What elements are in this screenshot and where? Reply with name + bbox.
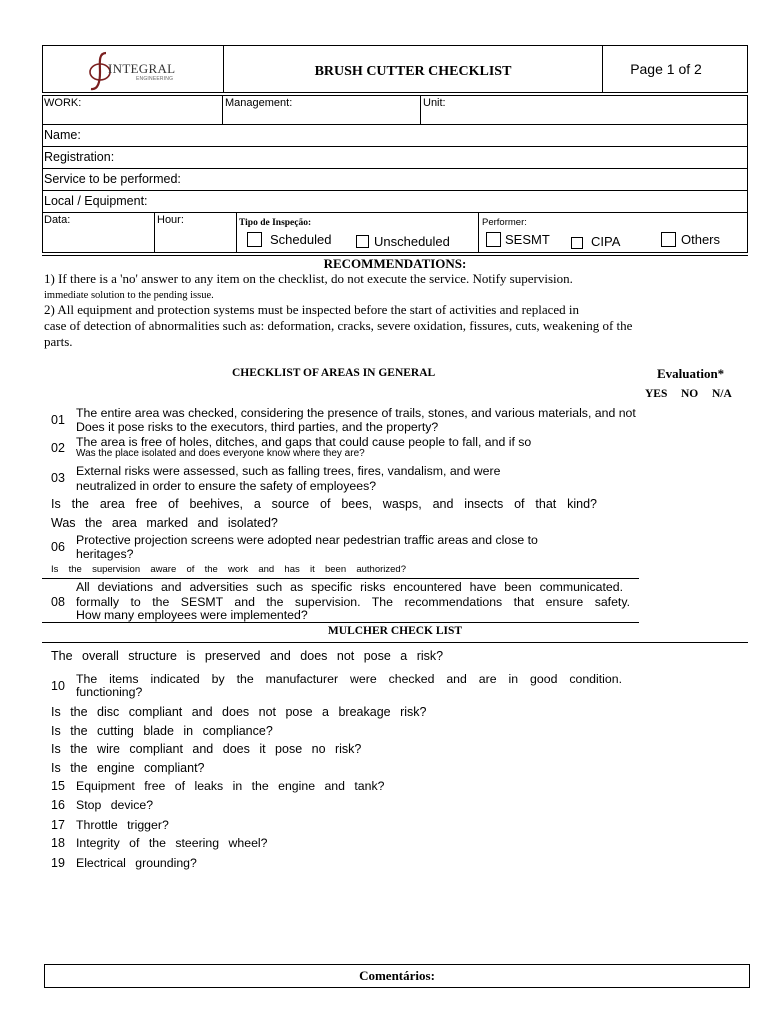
recommendation-2-end: parts.	[44, 334, 73, 349]
form-col-line	[154, 212, 155, 252]
mulcher-item-19: Electrical grounding?	[76, 856, 197, 870]
item-number: 18	[51, 836, 65, 850]
form-col-line	[236, 212, 237, 252]
form-row-line	[42, 168, 748, 169]
local-equipment-field[interactable]: Local / Equipment:	[44, 194, 148, 208]
form-col-line	[420, 95, 421, 124]
checklist-item-08-continued: formally to the SESMT and the supervision. The recommendations that ensure safety.	[76, 595, 630, 609]
checklist-item-06-continued: heritages?	[76, 547, 134, 561]
document-title: BRUSH CUTTER CHECKLIST	[314, 64, 512, 79]
sesmt-label: SESMT	[505, 232, 550, 247]
service-field[interactable]: Service to be performed:	[44, 172, 181, 186]
na-column-header: N/A	[712, 388, 732, 400]
general-section-title: CHECKLIST OF AREAS IN GENERAL	[232, 367, 436, 379]
item-number: 08	[51, 595, 65, 609]
checklist-item-04: Is the area free of beehives, a source of bees, wasps, and insects of that kind?	[51, 497, 597, 511]
others-checkbox[interactable]	[661, 232, 676, 247]
mulcher-item-10: The items indicated by the manufacturer were checked and are in good condition.	[76, 672, 622, 686]
checklist-item-03-continued: neutralized in order to ensure the safety of employees?	[76, 479, 377, 493]
checklist-item-08-end: How many employees were implemented?	[76, 608, 308, 622]
comments-label: Comentários:	[359, 968, 435, 983]
item-number: 06	[51, 540, 65, 554]
item-number: 16	[51, 798, 65, 812]
checklist-item-01: The entire area was checked, considering the presence of trails, stones, and various materials, and not	[76, 406, 636, 420]
item-number: 17	[51, 818, 65, 832]
others-label: Others	[681, 232, 721, 247]
unscheduled-checkbox[interactable]	[356, 235, 369, 248]
item-08-bottom-line	[42, 622, 639, 623]
scheduled-label: Scheduled	[270, 232, 332, 247]
form-row-line	[42, 212, 748, 213]
yes-column-header: YES	[645, 388, 668, 400]
checklist-item-02-continued: Was the place isolated and does everyone know where they are?	[76, 448, 365, 459]
evaluation-header: Evaluation*	[657, 366, 725, 381]
form-col-line	[478, 212, 479, 252]
item-number: 03	[51, 471, 65, 485]
work-field[interactable]: WORK:	[44, 97, 82, 109]
item-number: 15	[51, 779, 65, 793]
mulcher-title-underline	[42, 642, 748, 643]
recommendation-2: 2) All equipment and protection systems must be inspected before the start of activities and replaced in	[44, 302, 580, 317]
item-number: 01	[51, 413, 65, 427]
performer-label: Performer:	[482, 217, 527, 228]
form-col-line	[222, 95, 223, 124]
checklist-item-06: Protective projection screens were adopted near pedestrian traffic areas and close to	[76, 533, 538, 547]
mulcher-item-12: Is the cutting blade in compliance?	[51, 724, 273, 738]
hour-field[interactable]: Hour:	[157, 214, 184, 226]
recommendation-1-continued: immediate solution to the pending issue.	[44, 290, 214, 301]
recommendation-2-continued: case of detection of abnormalities such as: deformation, cracks, severe oxidation, fissures, cuts, weakening of the	[44, 318, 633, 333]
registration-field[interactable]: Registration:	[44, 150, 115, 164]
mulcher-item-15: Equipment free of leaks in the engine and tank?	[76, 779, 385, 793]
item-08-top-line	[42, 578, 639, 579]
checklist-item-08: All deviations and adversities such as specific risks encountered have been communicated.	[76, 580, 623, 594]
form-row-line	[42, 190, 748, 191]
mulcher-item-13: Is the wire compliant and does it pose no risk?	[51, 742, 362, 756]
recommendations-title: RECOMMENDATIONS:	[323, 256, 467, 271]
mulcher-item-09: The overall structure is preserved and does not pose a risk?	[51, 649, 444, 663]
item-number: 19	[51, 856, 65, 870]
data-field[interactable]: Data:	[44, 214, 71, 226]
no-column-header: NO	[681, 388, 699, 400]
mulcher-item-17: Throttle trigger?	[76, 818, 169, 832]
cipa-label: CIPA	[591, 234, 621, 249]
cipa-checkbox[interactable]	[571, 237, 583, 249]
page-number: Page 1 of 2	[630, 61, 702, 77]
form-row-line	[42, 124, 748, 125]
checklist-item-01-continued: Does it pose risks to the executors, third parties, and the property?	[76, 420, 439, 434]
unit-field[interactable]: Unit:	[423, 97, 446, 109]
name-field[interactable]: Name:	[44, 128, 81, 142]
item-number: 10	[51, 679, 65, 693]
checklist-item-07: Is the supervision aware of the work and has it been authorized?	[51, 564, 406, 575]
checklist-item-02: The area is free of holes, ditches, and gaps that could cause people to fall, and if so	[76, 435, 532, 449]
scheduled-checkbox[interactable]	[247, 232, 262, 247]
logo-text: INTEGRAL	[108, 61, 176, 76]
mulcher-section-title: MULCHER CHECK LIST	[327, 625, 463, 637]
unscheduled-label: Unscheduled	[374, 234, 450, 249]
company-logo	[86, 50, 186, 90]
mulcher-item-16: Stop device?	[76, 798, 154, 812]
item-number: 02	[51, 441, 65, 455]
management-field[interactable]: Management:	[225, 97, 293, 109]
sesmt-checkbox[interactable]	[486, 232, 501, 247]
logo-subtext: ENGINEERING	[136, 76, 174, 82]
inspection-type-label: Tipo de Inspeção:	[239, 218, 312, 228]
checklist-item-03: External risks were assessed, such as falling trees, fires, vandalism, and were	[76, 464, 501, 478]
mulcher-item-14: Is the engine compliant?	[51, 761, 205, 775]
mulcher-item-18: Integrity of the steering wheel?	[76, 836, 268, 850]
recommendation-1: 1) If there is a 'no' answer to any item on the checklist, do not execute the service. Notify supervision.	[44, 271, 573, 286]
checklist-item-05: Was the area marked and isolated?	[51, 516, 278, 530]
form-row-line	[42, 146, 748, 147]
mulcher-item-10-continued: functioning?	[76, 685, 143, 699]
mulcher-item-11: Is the disc compliant and does not pose a breakage risk?	[51, 705, 427, 719]
